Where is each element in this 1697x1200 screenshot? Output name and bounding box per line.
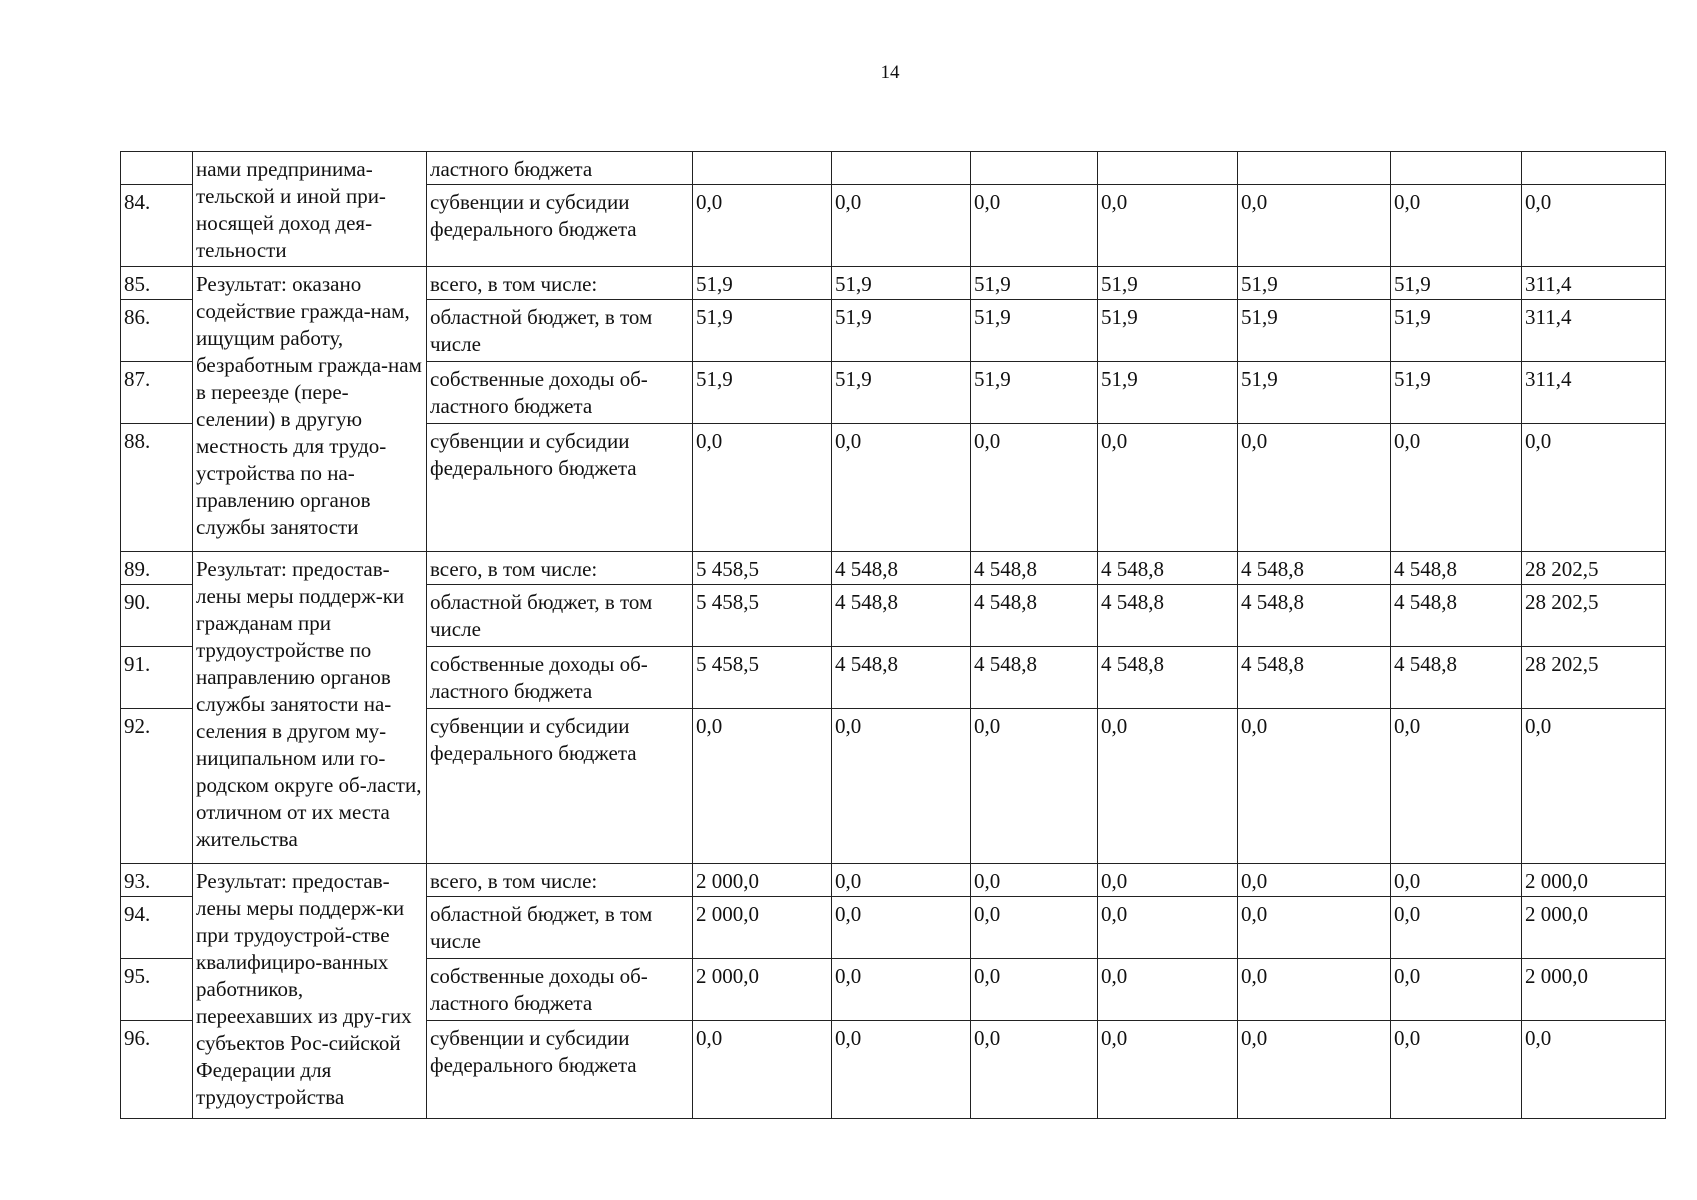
value-cell: 0,0	[693, 709, 832, 864]
value-cell: 0,0	[1238, 424, 1391, 552]
value-cell: 0,0	[1238, 864, 1391, 897]
value-cell: 4 548,8	[1391, 647, 1522, 709]
value-cell: 0,0	[971, 424, 1098, 552]
value-cell: 311,4	[1522, 300, 1666, 362]
value-cell: 0,0	[1391, 864, 1522, 897]
value-cell: 4 548,8	[971, 585, 1098, 647]
value-cell: 2 000,0	[1522, 897, 1666, 959]
funding-source: ластного бюджета	[427, 152, 693, 185]
value-cell: 0,0	[832, 959, 971, 1021]
row-number: 87.	[121, 362, 193, 424]
value-cell	[1238, 152, 1391, 185]
value-cell: 0,0	[1098, 897, 1238, 959]
value-cell: 0,0	[971, 897, 1098, 959]
funding-source: субвенции и субсидии федерального бюджета	[427, 185, 693, 267]
value-cell	[1098, 152, 1238, 185]
value-cell: 0,0	[1391, 959, 1522, 1021]
value-cell: 4 548,8	[971, 647, 1098, 709]
value-cell: 311,4	[1522, 267, 1666, 300]
value-cell: 51,9	[1391, 362, 1522, 424]
value-cell	[971, 152, 1098, 185]
value-cell	[832, 152, 971, 185]
value-cell: 2 000,0	[693, 897, 832, 959]
value-cell: 51,9	[693, 300, 832, 362]
value-cell: 28 202,5	[1522, 647, 1666, 709]
value-cell: 5 458,5	[693, 552, 832, 585]
row-number: 86.	[121, 300, 193, 362]
row-number: 92.	[121, 709, 193, 864]
value-cell: 51,9	[1098, 300, 1238, 362]
value-cell: 0,0	[1522, 185, 1666, 267]
value-cell: 0,0	[1391, 709, 1522, 864]
value-cell: 0,0	[832, 185, 971, 267]
value-cell: 0,0	[832, 1021, 971, 1119]
value-cell: 4 548,8	[1238, 647, 1391, 709]
funding-source: собственные доходы об-ластного бюджета	[427, 647, 693, 709]
value-cell: 0,0	[1238, 709, 1391, 864]
row-number: 89.	[121, 552, 193, 585]
row-number	[121, 152, 193, 185]
value-cell: 2 000,0	[693, 959, 832, 1021]
result-description: Результат: оказано содействие гражда-нам, ищущим работу, безработным гражда-нам в переезде (пере-селении) в другую местность для трудо-устройства по на-правлению органов службы занятости	[193, 267, 427, 552]
result-description: Результат: предостав-лены меры поддерж-ки при трудоустрой-стве квалифициро-ванных работников, переехавших из дру-гих субъектов Рос-сийской Федерации для трудоустройства	[193, 864, 427, 1119]
value-cell: 51,9	[1238, 267, 1391, 300]
funding-source: всего, в том числе:	[427, 864, 693, 897]
row-number: 88.	[121, 424, 193, 552]
value-cell: 0,0	[1238, 1021, 1391, 1119]
value-cell: 0,0	[832, 709, 971, 864]
funding-source: субвенции и субсидии федерального бюджета	[427, 424, 693, 552]
value-cell: 4 548,8	[1238, 585, 1391, 647]
value-cell: 0,0	[832, 424, 971, 552]
value-cell: 0,0	[1238, 185, 1391, 267]
row-number: 85.	[121, 267, 193, 300]
value-cell: 5 458,5	[693, 647, 832, 709]
value-cell: 0,0	[832, 864, 971, 897]
row-number: 90.	[121, 585, 193, 647]
value-cell: 4 548,8	[971, 552, 1098, 585]
table-row	[121, 552, 1666, 585]
value-cell: 0,0	[1522, 709, 1666, 864]
result-description: нами предпринима-тельской и иной при-носящей доход дея-тельности	[193, 152, 427, 267]
funding-source: собственные доходы об-ластного бюджета	[427, 362, 693, 424]
funding-source: субвенции и субсидии федерального бюджета	[427, 709, 693, 864]
value-cell: 4 548,8	[1098, 647, 1238, 709]
value-cell: 0,0	[971, 959, 1098, 1021]
value-cell: 0,0	[971, 185, 1098, 267]
value-cell: 0,0	[693, 1021, 832, 1119]
value-cell: 51,9	[832, 267, 971, 300]
value-cell: 4 548,8	[1098, 585, 1238, 647]
value-cell: 0,0	[971, 864, 1098, 897]
row-number: 94.	[121, 897, 193, 959]
value-cell: 51,9	[1098, 362, 1238, 424]
budget-table	[120, 151, 1666, 1119]
value-cell: 0,0	[1098, 709, 1238, 864]
value-cell: 0,0	[971, 1021, 1098, 1119]
value-cell: 0,0	[832, 897, 971, 959]
value-cell: 51,9	[971, 362, 1098, 424]
value-cell: 51,9	[1238, 362, 1391, 424]
value-cell: 51,9	[832, 300, 971, 362]
table-row	[121, 864, 1666, 897]
funding-source: всего, в том числе:	[427, 267, 693, 300]
value-cell: 4 548,8	[832, 585, 971, 647]
value-cell: 5 458,5	[693, 585, 832, 647]
value-cell: 0,0	[1098, 424, 1238, 552]
value-cell: 4 548,8	[1391, 552, 1522, 585]
funding-source: областной бюджет, в том числе	[427, 585, 693, 647]
value-cell: 0,0	[693, 424, 832, 552]
row-number: 96.	[121, 1021, 193, 1119]
value-cell: 4 548,8	[832, 552, 971, 585]
page-number: 14	[880, 62, 900, 83]
funding-source: областной бюджет, в том числе	[427, 897, 693, 959]
value-cell: 51,9	[693, 267, 832, 300]
value-cell: 0,0	[1098, 959, 1238, 1021]
value-cell: 0,0	[1391, 185, 1522, 267]
value-cell: 0,0	[1522, 1021, 1666, 1119]
value-cell: 0,0	[1098, 1021, 1238, 1119]
value-cell: 28 202,5	[1522, 585, 1666, 647]
funding-source: субвенции и субсидии федерального бюджета	[427, 1021, 693, 1119]
value-cell	[1391, 152, 1522, 185]
value-cell: 51,9	[1391, 267, 1522, 300]
value-cell: 0,0	[971, 709, 1098, 864]
value-cell: 51,9	[1238, 300, 1391, 362]
value-cell: 0,0	[1098, 864, 1238, 897]
value-cell: 0,0	[1391, 897, 1522, 959]
value-cell: 51,9	[1391, 300, 1522, 362]
value-cell: 51,9	[1098, 267, 1238, 300]
table-row	[121, 267, 1666, 300]
value-cell: 2 000,0	[693, 864, 832, 897]
row-number: 84.	[121, 185, 193, 267]
value-cell: 2 000,0	[1522, 864, 1666, 897]
value-cell: 4 548,8	[1391, 585, 1522, 647]
result-description: Результат: предостав-лены меры поддерж-ки гражданам при трудоустройстве по направлению органов службы занятости на-селения в другом му-ниципальном или го-родском округе об-ласти, отличном от их места жительства	[193, 552, 427, 864]
value-cell: 0,0	[693, 185, 832, 267]
value-cell: 0,0	[1238, 897, 1391, 959]
value-cell: 51,9	[971, 267, 1098, 300]
value-cell: 51,9	[971, 300, 1098, 362]
value-cell: 4 548,8	[832, 647, 971, 709]
value-cell: 4 548,8	[1098, 552, 1238, 585]
value-cell: 0,0	[1391, 1021, 1522, 1119]
value-cell	[1522, 152, 1666, 185]
value-cell: 4 548,8	[1238, 552, 1391, 585]
value-cell: 28 202,5	[1522, 552, 1666, 585]
table-row	[121, 152, 1666, 185]
row-number: 95.	[121, 959, 193, 1021]
value-cell: 2 000,0	[1522, 959, 1666, 1021]
funding-source: областной бюджет, в том числе	[427, 300, 693, 362]
value-cell: 0,0	[1238, 959, 1391, 1021]
value-cell: 0,0	[1522, 424, 1666, 552]
value-cell: 0,0	[1098, 185, 1238, 267]
value-cell: 51,9	[832, 362, 971, 424]
value-cell	[693, 152, 832, 185]
row-number: 91.	[121, 647, 193, 709]
funding-source: всего, в том числе:	[427, 552, 693, 585]
value-cell: 51,9	[693, 362, 832, 424]
funding-source: собственные доходы об-ластного бюджета	[427, 959, 693, 1021]
value-cell: 0,0	[1391, 424, 1522, 552]
row-number: 93.	[121, 864, 193, 897]
value-cell: 311,4	[1522, 362, 1666, 424]
